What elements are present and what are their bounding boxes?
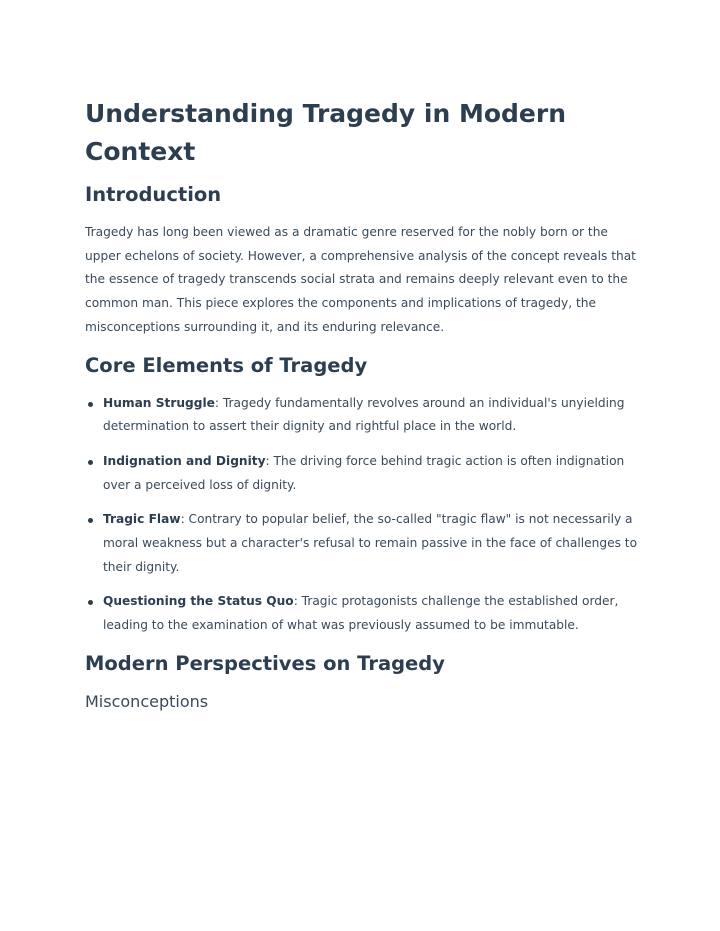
- core-elements-list: [85, 392, 645, 638]
- subheading-misconceptions: Misconceptions: [85, 691, 209, 711]
- list-item: [85, 450, 645, 497]
- bullet-text: : Contrary to popular belief, the so-called "tragic flaw" is not necessarily a moral weakness but a character's refusal to remain passive in the face of challenges to their dignity.: [103, 512, 638, 574]
- bullet-text: : The driving force behind tragic action is often indignation over a perceived loss of dignity.: [103, 453, 625, 492]
- bullet-icon: [88, 518, 93, 523]
- bullet-icon: [88, 600, 93, 605]
- document-page: [85, 95, 645, 714]
- bullet-term: Human Struggle: [103, 395, 215, 410]
- bullet-icon: [88, 460, 93, 465]
- list-item: [85, 392, 645, 439]
- bullet-term: Tragic Flaw: [103, 512, 181, 527]
- section-heading-introduction: Introduction: [85, 183, 222, 206]
- bullet-term: Questioning the Status Quo: [103, 594, 294, 609]
- section-heading-core-elements: Core Elements of Tragedy: [85, 353, 368, 377]
- introduction-paragraph: Tragedy has long been viewed as a dramatic genre reserved for the nobly born or the upper echelons of society. However, a comprehensive analysis of the concept reveals that the essence of tragedy transcends social strata and remains deeply relevant even to the common man. This piece explores the components and implications of tragedy, the misconceptions surrounding it, and its enduring relevance.: [85, 225, 636, 334]
- list-item: [85, 590, 645, 637]
- bullet-term: Indignation and Dignity: [103, 453, 266, 468]
- section-heading-modern-perspectives: Modern Perspectives on Tragedy: [85, 651, 445, 675]
- bullet-icon: [88, 402, 93, 407]
- bullet-text: : Tragedy fundamentally revolves around an individual's unyielding determination to assert their dignity and rightful place in the world.: [103, 395, 625, 434]
- bullet-text: : Tragic protagonists challenge the established order, leading to the examination of what was previously assumed to be immutable.: [103, 594, 619, 633]
- document-title: Understanding Tragedy in Modern Context: [85, 99, 566, 166]
- list-item: [85, 508, 645, 579]
